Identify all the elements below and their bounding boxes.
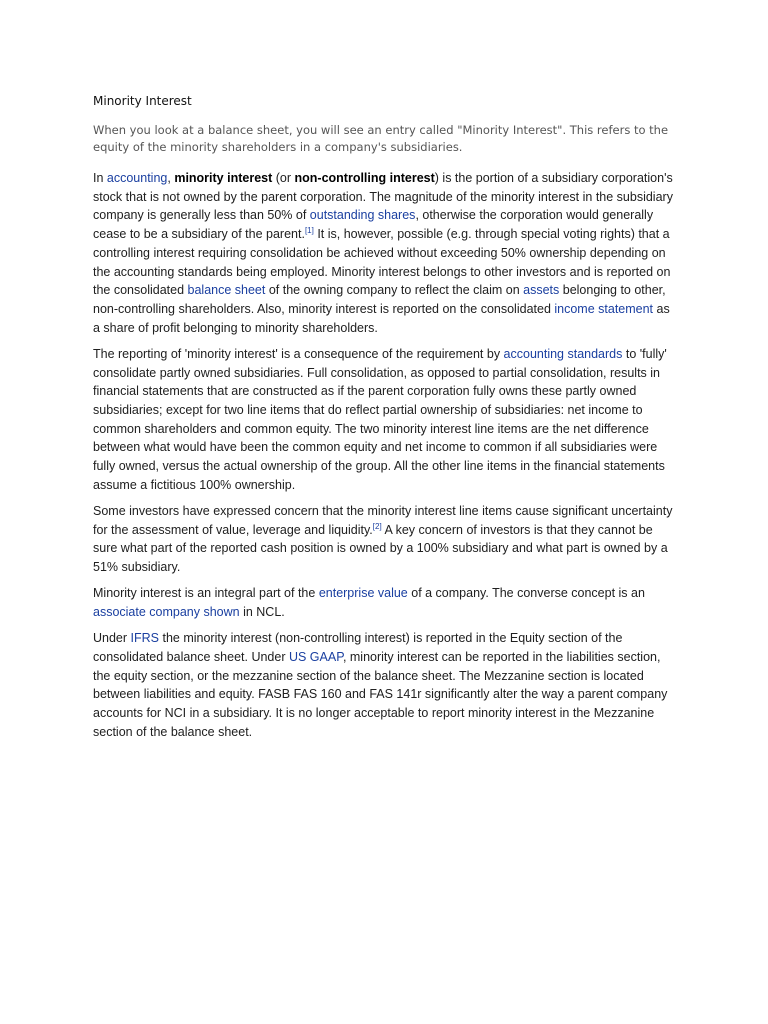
paragraph-reporting: The reporting of 'minority interest' is a consequence of the requirement by accounting standards to 'fully' consolidate partly owned subsidiaries. Full consolidation, as opposed to partial consolidation, results in financial statements that are constructed as if the parent corporation fully owns these partly owned subsidiaries; except for two line items that do reflect partial ownership of subsidiaries: net income to common shareholders and common equity. The two minority interest line items are the net difference between what would have been the common equity and net income to common if all subsidiaries were fully owned, versus the actual ownership of the group. All the other line items in the financial statements assume a fictitious 100% ownership. [93, 346, 667, 492]
reference-2[interactable]: [2] [372, 521, 382, 531]
link-income-statement[interactable]: income statement [554, 301, 654, 316]
link-assets[interactable]: assets [523, 283, 560, 298]
link-accounting-standards[interactable]: accounting standards [503, 346, 623, 361]
term-non-controlling-interest: non-controlling interest [294, 171, 435, 185]
link-balance-sheet[interactable]: balance sheet [187, 283, 266, 298]
document-page [93, 93, 678, 749]
paragraph-definition: In accounting, minority interest (or non-controlling interest) is the portion of a subsidiary corporation's stock that is not owned by the parent corporation. The magnitude of the minority interest in the subsidiary company is generally less than 50% of outstanding shares, otherwise the corporation would generally cease to be a subsidiary of the parent.[1] It is, however, possible (e.g. through special voting rights) that a controlling interest requiring consolidation be achieved without exceeding 50% ownership depending on the accounting standards being employed. Minority interest belongs to other investors and is reported on the consolidated balance sheet of the owning company to reflect the claim on assets belonging to other, non-controlling shareholders. Also, minority interest is reported on the consolidated income statement as a share of profit belonging to minority shareholders. [93, 171, 673, 335]
page-title: Minority Interest [93, 94, 192, 108]
link-us-gaap[interactable]: US GAAP [288, 649, 343, 664]
paragraph-ifrs-gaap: Under IFRS the minority interest (non-controlling interest) is reported in the Equity section of the consolidated balance sheet. Under US GAAP, minority interest can be reported in the liabilities section, the equity section, or the mezzanine section of the balance sheet. The Mezzanine section is located between liabilities and equity. FASB FAS 160 and FAS 141r significantly alter the way a parent company accounts for NCI in a subsidiary. It is no longer acceptable to report minority interest in the Mezzanine section of the balance sheet. [93, 631, 668, 739]
term-minority-interest: minority interest [174, 171, 273, 185]
paragraph-enterprise-value: Minority interest is an integral part of the enterprise value of a company. The converse concept is an associate company shown in NCL. [93, 586, 645, 619]
link-accounting[interactable]: accounting [106, 171, 168, 185]
link-ifrs[interactable]: IFRS [130, 631, 160, 646]
intro-paragraph: When you look at a balance sheet, you will see an entry called "Minority Interest". This refers to the equity of the minority shareholders in a company's subsidiaries. [93, 123, 669, 154]
link-associate-company[interactable]: associate company shown [93, 604, 240, 619]
link-enterprise-value[interactable]: enterprise value [318, 586, 408, 601]
link-outstanding-shares[interactable]: outstanding shares [309, 208, 416, 223]
reference-1[interactable]: [1] [304, 225, 314, 235]
paragraph-concerns: Some investors have expressed concern that the minority interest line items cause significant uncertainty for the assessment of value, leverage and liquidity.[2] A key concern of investors is that they cannot be sure what part of the reported cash position is owned by a 100% subsidiary and what part is owned by a 51% subsidiary. [93, 503, 673, 575]
